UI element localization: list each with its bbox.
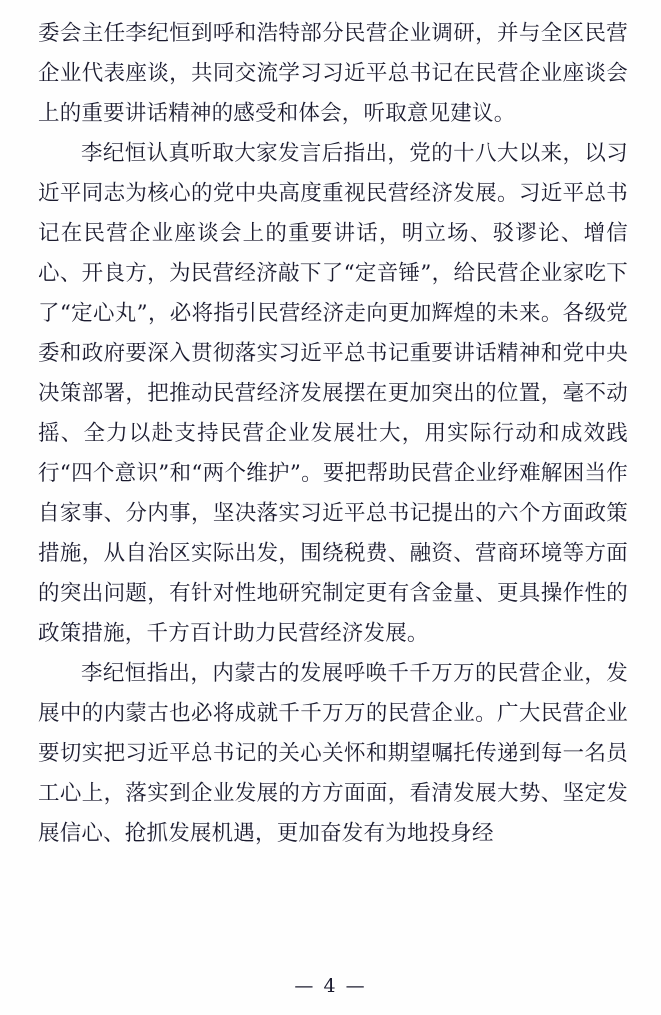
paragraph-3: 李纪恒指出，内蒙古的发展呼唤千千万万的民营企业，发展中的内蒙古也必将成就千千万万的民营企业。广大民营企业要切实把习近平总书记的关心关怀和期望嘱托传递到每一名员工心上，落实到企业发展的方方面面，看清发展大势、坚定发展信心、抢抓发展机遇，更加奋发有为地投身经 (38, 661, 628, 846)
paragraph-2: 李纪恒认真听取大家发言后指出，党的十八大以来，以习近平同志为核心的党中央高度重视民营经济发展。习近平总书记在民营企业座谈会上的重要讲话，明立场、驳谬论、增信心、开良方，为民营经济敲下了“定音锤”，给民营企业家吃下了“定心丸”，必将指引民营经济走向更加辉煌的未来。各级党委和政府要深入贯彻落实习近平总书记重要讲话精神和党中央决策部署，把推动民营经济发展摆在更加突出的位置，毫不动摇、全力以赴支持民营企业发展壮大，用实际行动和成效践行“四个意识”和“两个维护”。要把帮助民营企业纾难解困当作自家事、分内事，坚决落实习近平总书记提出的六个方面政策措施，从自治区实际出发，围绕税费、融资、营商环境等方面的突出问题，有针对性地研究制定更有含金量、更具操作性的政策措施，千方百计助力民营经济发展。 (38, 141, 628, 646)
paragraph-1: 委会主任李纪恒到呼和浩特部分民营企业调研，并与全区民营企业代表座谈，共同交流学习习近平总书记在民营企业座谈会上的重要讲话精神的感受和体会，听取意见建议。 (38, 21, 628, 126)
page-number: — 4 — (294, 975, 367, 997)
page-body (38, 14, 628, 854)
